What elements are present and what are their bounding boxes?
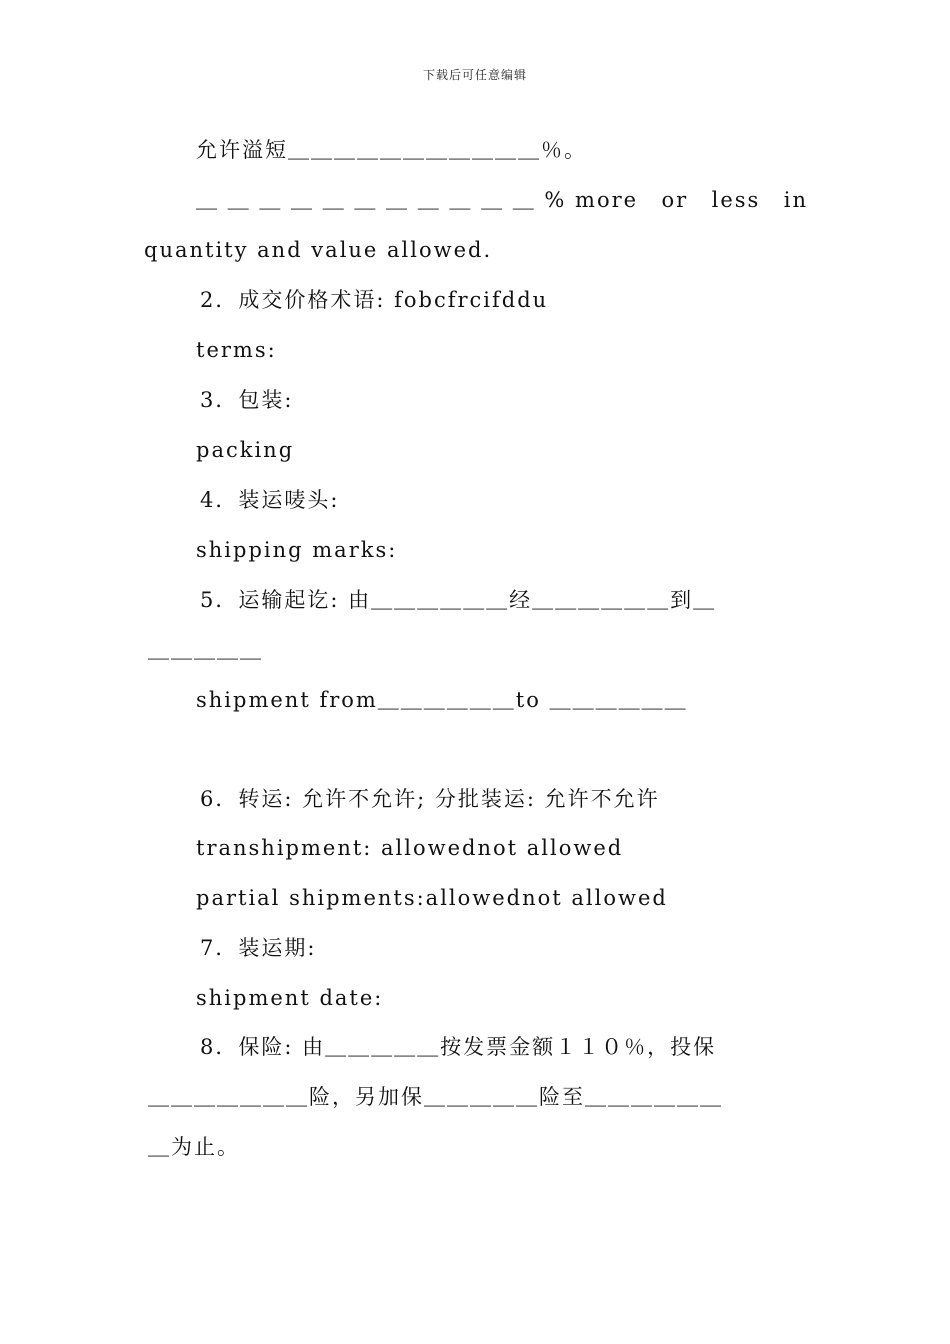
transport-route-en: shipment from＿＿＿＿＿＿to ＿＿＿＿＿＿ [196,688,688,712]
shipping-marks-heading: 4．装运唛头: [200,488,340,512]
shipment-date-heading: 7．装运期: [200,936,317,960]
word-or: or [661,188,689,212]
overshort-clause-cn: 允许溢短＿＿＿＿＿＿＿＿＿＿＿％。 [196,138,587,162]
price-terms-en: terms: [196,338,277,362]
overshort-clause-en-line1 [196,186,808,214]
insurance-line3: ＿为止。 [148,1135,240,1159]
overshort-blanks-more: ＿ ＿ ＿ ＿ ＿ ＿ ＿ ＿ ＿ ＿ ＿ % more [196,188,639,212]
partial-shipments-en: partial shipments:allowednot allowed [196,886,668,910]
shipment-date-en: shipment date: [196,986,384,1010]
price-terms-heading: 2．成交价格术语: fobcfrcifddu [200,288,549,312]
transhipment-heading: 6．转运: 允许不允许; 分批装运: 允许不允许 [200,787,660,811]
transport-route-continuation: ＿＿＿＿＿ [148,638,263,662]
packing-en: packing [196,438,295,462]
packing-heading: 3．包装: [200,388,294,412]
insurance-line2: ＿＿＿＿＿＿＿险，另加保＿＿＿＿＿险至＿＿＿＿＿＿ [148,1085,723,1109]
page-header: 下载后可任意编辑 [422,68,527,82]
shipping-marks-en: shipping marks: [196,538,398,562]
transport-route-heading: 5．运输起讫: 由＿＿＿＿＿＿经＿＿＿＿＿＿到＿ [200,588,717,612]
insurance-heading: 8．保险: 由＿＿＿＿＿按发票金额１１０％，投保 [200,1035,717,1059]
transhipment-en: transhipment: allowednot allowed [196,836,624,860]
word-in: in [783,188,808,212]
word-less: less [711,188,761,212]
overshort-clause-en-line2: quantity and value allowed. [144,238,493,262]
